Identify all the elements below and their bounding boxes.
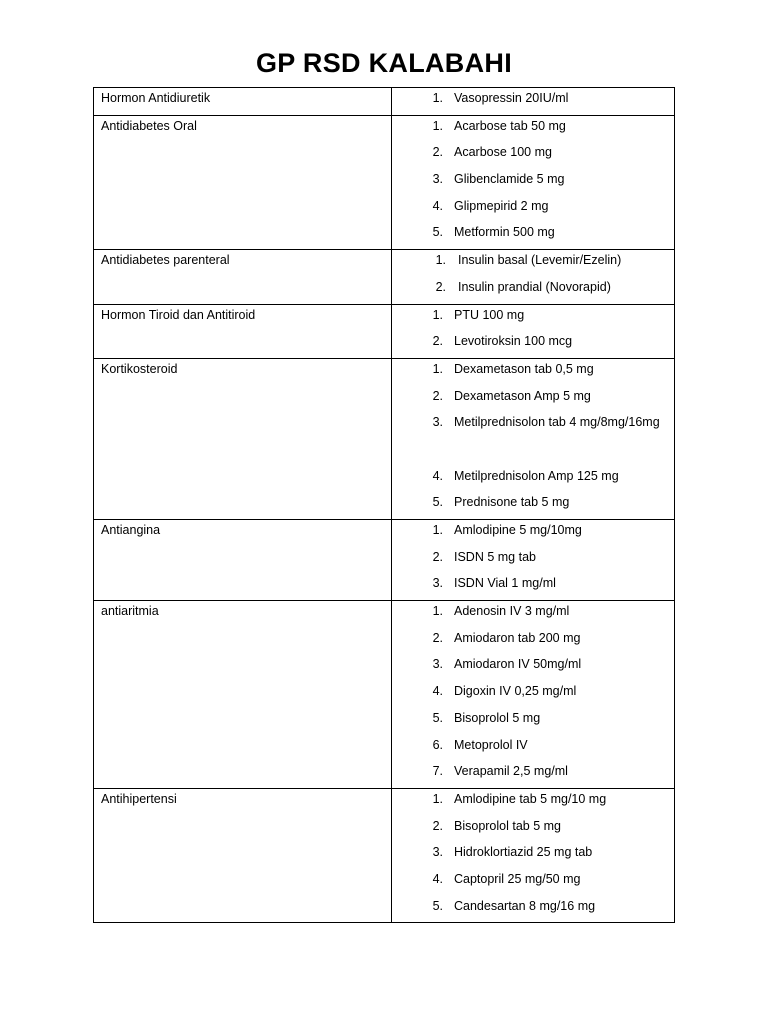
list-item: 1. Dexametason tab 0,5 mg — [432, 361, 594, 376]
medication-cell — [392, 88, 675, 116]
medication-cell — [392, 788, 675, 922]
category-cell: Antiangina — [94, 520, 392, 601]
list-item: 3. ISDN Vial 1 mg/ml — [432, 576, 556, 591]
table-row — [94, 115, 675, 249]
list-item: 1. Amlodipine tab 5 mg/10 mg — [432, 791, 607, 806]
list-item: 7. Verapamil 2,5 mg/ml — [432, 764, 568, 779]
list-item: 2. Bisoprolol tab 5 mg — [432, 818, 562, 833]
list-item: 5. Bisoprolol 5 mg — [432, 710, 541, 725]
category-cell: Antihipertensi — [94, 788, 392, 922]
list-item: 2. Levotiroksin 100 mcg — [432, 334, 573, 349]
medication-cell — [392, 304, 675, 358]
list-item: 3. Metilprednisolon tab 4 mg/8mg/16mg — [432, 415, 660, 430]
list-item: 2. Acarbose 100 mg — [432, 145, 552, 160]
list-item: 5. Prednisone tab 5 mg — [432, 495, 570, 510]
list-item: 1. Acarbose tab 50 mg — [432, 118, 566, 133]
category-cell: antiaritmia — [94, 601, 392, 789]
list-item: 1. Insulin basal (Levemir/Ezelin) — [435, 253, 622, 268]
table-row — [94, 304, 675, 358]
table-row — [94, 788, 675, 922]
category-cell: Kortikosteroid — [94, 358, 392, 519]
category-cell: Hormon Antidiuretik — [94, 88, 392, 116]
category-cell: Antidiabetes parenteral — [94, 250, 392, 304]
document-title: GP RSD KALABAHI — [255, 48, 513, 78]
list-item: 5. Candesartan 8 mg/16 mg — [432, 898, 596, 913]
medication-cell — [392, 601, 675, 789]
list-item: 3. Hidroklortiazid 25 mg tab — [432, 845, 593, 860]
list-item: 6. Metoprolol IV — [432, 737, 528, 752]
medication-cell — [392, 358, 675, 519]
list-item: 1. PTU 100 mg — [432, 307, 525, 322]
list-item: 1. Adenosin IV 3 mg/ml — [432, 604, 570, 619]
medication-cell — [392, 250, 675, 304]
list-item: 2. Insulin prandial (Novorapid) — [435, 279, 611, 294]
category-cell: Hormon Tiroid dan Antitiroid — [94, 304, 392, 358]
list-item: 2. ISDN 5 mg tab — [432, 549, 536, 564]
list-item: 4. Metilprednisolon Amp 125 mg — [432, 468, 619, 483]
drug-formulary-table — [93, 87, 675, 923]
category-cell: Antidiabetes Oral — [94, 115, 392, 249]
list-item: 2. Dexametason Amp 5 mg — [432, 388, 591, 403]
list-item: 5. Metformin 500 mg — [432, 225, 555, 240]
medication-cell — [392, 115, 675, 249]
medication-cell — [392, 520, 675, 601]
list-item: 3. Amiodaron IV 50mg/ml — [432, 657, 582, 672]
list-item: 4. Digoxin IV 0,25 mg/ml — [432, 684, 577, 699]
table-row — [94, 358, 675, 519]
table-row — [94, 520, 675, 601]
list-item: 4. Captopril 25 mg/50 mg — [432, 871, 581, 886]
table-row — [94, 601, 675, 789]
list-item: 1. Vasopressin 20IU/ml — [432, 91, 569, 105]
table-row — [94, 88, 675, 116]
list-item: 3. Glibenclamide 5 mg — [432, 172, 565, 187]
list-item: 4. Glipmepirid 2 mg — [432, 198, 549, 213]
list-item: 1. Amlodipine 5 mg/10mg — [432, 523, 582, 538]
list-item: 2. Amiodaron tab 200 mg — [432, 630, 581, 645]
table-row — [94, 250, 675, 304]
